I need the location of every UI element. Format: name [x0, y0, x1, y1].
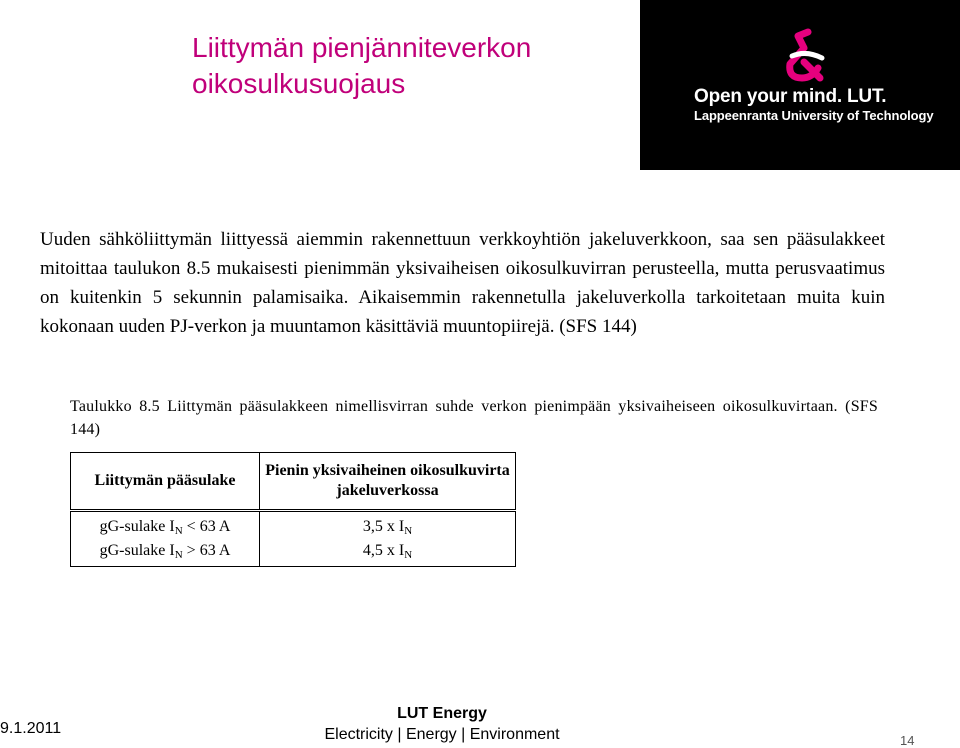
current-row-1 [264, 515, 511, 539]
table-header-row [71, 453, 516, 511]
footer-date: 9.1.2011 [0, 720, 62, 737]
table-caption: Taulukko 8.5 Liittymän pääsulakkeen nimellisvirran suhde verkon pienimpään yksivaiheiseen oikosulkuvirtaan. (SFS 144) [70, 398, 878, 438]
ampersand-logo-icon [782, 28, 826, 82]
current-cell [260, 511, 516, 567]
fuse-label: gG-sulake I [99, 542, 175, 559]
current-value: 3,5 x I [362, 518, 405, 535]
body-paragraph: Uuden sähköliittymän liittyessä aiemmin rakennettuun verkkoyhtiön jakeluverkkoon, saa sen pääsulakkeet mitoittaa taulukon 8.5 mukaisesti pienimmän yksivaiheisen oikosulkuvirran perusteella, mutta perusvaatimus on kuitenkin 5 sekunnin palamisaika. Aikaisemmin rakennetulla jakeluverkolla tarkoitetaan muita kuin kokonaan uuden PJ-verkon ja muuntamon käsittäviä muuntopiirejä. (SFS 144) [40, 229, 885, 337]
fuse-label: gG-sulake I [99, 518, 175, 535]
logo-slogan: Open your mind. LUT. [694, 86, 887, 107]
fuse-table [70, 452, 516, 567]
footer-org-name: LUT Energy [397, 705, 487, 722]
logo-university-name: Lappeenranta University of Technology [694, 108, 934, 123]
current-subscript: N [404, 525, 413, 537]
fuse-limit: < 63 A [182, 518, 231, 535]
table-row [71, 511, 516, 567]
slide-title: Liittymän pienjänniteverkon oikosulkusuojaus [192, 32, 532, 99]
page-number: 14 [900, 733, 915, 748]
footer-tagline: Electricity | Energy | Environment [324, 726, 560, 743]
current-row-2 [264, 539, 511, 563]
fuse-subscript: N [174, 549, 183, 561]
footer-organization [310, 703, 574, 745]
current-subscript: N [404, 549, 413, 561]
fuse-subscript: N [174, 525, 183, 537]
fuse-limit: > 63 A [182, 542, 231, 559]
lut-logo [640, 0, 960, 170]
column-header-short-circuit-current: Pienin yksivaiheinen oikosulkuvirta jakeluverkossa [260, 453, 516, 511]
current-value: 4,5 x I [362, 542, 405, 559]
column-header-main-fuse: Liittymän pääsulake [71, 453, 260, 511]
fuse-row-1 [75, 515, 255, 539]
fuse-row-2 [75, 539, 255, 563]
fuse-cell [71, 511, 260, 567]
